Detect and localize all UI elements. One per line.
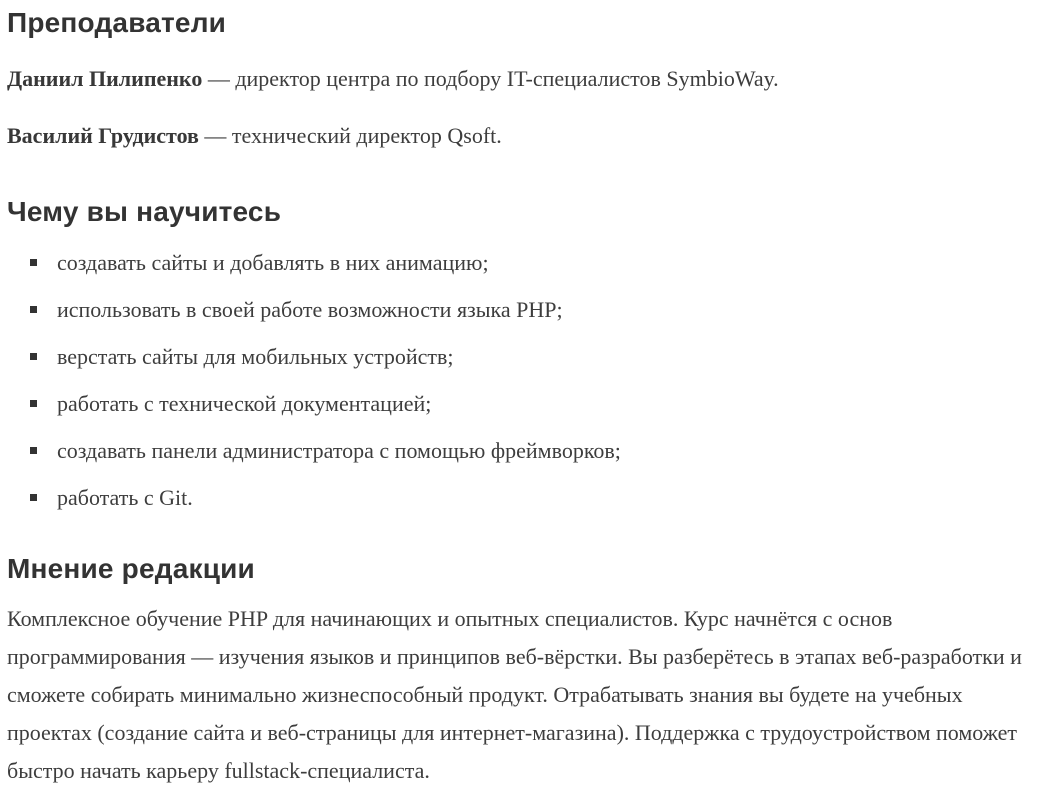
list-item-text: работать с Git. — [57, 485, 193, 510]
list-item — [7, 437, 1036, 465]
list-item — [7, 390, 1036, 418]
list-item-text: создавать панели администратора с помощью фреймворков; — [57, 438, 621, 463]
list-item-text: использовать в своей работе возможности языка PHP; — [57, 297, 563, 322]
list-item-text: работать с технической документацией; — [57, 391, 432, 416]
teacher-description: — директор центра по подбору IT-специалистов SymbioWay. — [207, 66, 779, 91]
square-bullet-icon — [30, 259, 37, 266]
opinion-heading: Мнение редакции — [7, 553, 255, 584]
teachers-heading: Преподаватели — [7, 7, 227, 38]
list-item-text: создавать сайты и добавлять в них анимацию; — [57, 250, 489, 275]
list-item — [7, 343, 1036, 371]
square-bullet-icon — [30, 306, 37, 313]
list-item — [7, 249, 1036, 277]
opinion-paragraph: Комплексное обучение PHP для начинающих и опытных специалистов. Курс начнётся с основ программирования — изучения языков и принципов веб-вёрстки. Вы разберётесь в этапах веб-разработки и сможете собирать минимально жизнеспособный продукт. Отрабатывать знания вы будете на учебных проектах (создание сайта и веб-страницы для интернет-магазина). Поддержка с трудоустройством поможет быстро начать карьеру fullstack-специалиста. — [7, 606, 1022, 783]
square-bullet-icon — [30, 353, 37, 360]
teacher-line — [7, 121, 1036, 151]
course-article-section — [7, 6, 1036, 790]
list-item — [7, 484, 1036, 512]
teacher-name: Даниил Пилипенко — [7, 66, 203, 91]
teacher-line — [7, 64, 1036, 94]
square-bullet-icon — [30, 447, 37, 454]
teacher-description: — технический директор Qsoft. — [204, 123, 502, 148]
learn-heading: Чему вы научитесь — [7, 196, 282, 227]
square-bullet-icon — [30, 400, 37, 407]
square-bullet-icon — [30, 494, 37, 501]
list-item — [7, 296, 1036, 324]
teacher-name: Василий Грудистов — [7, 123, 199, 148]
list-item-text: верстать сайты для мобильных устройств; — [57, 344, 454, 369]
learn-list — [7, 249, 1036, 512]
